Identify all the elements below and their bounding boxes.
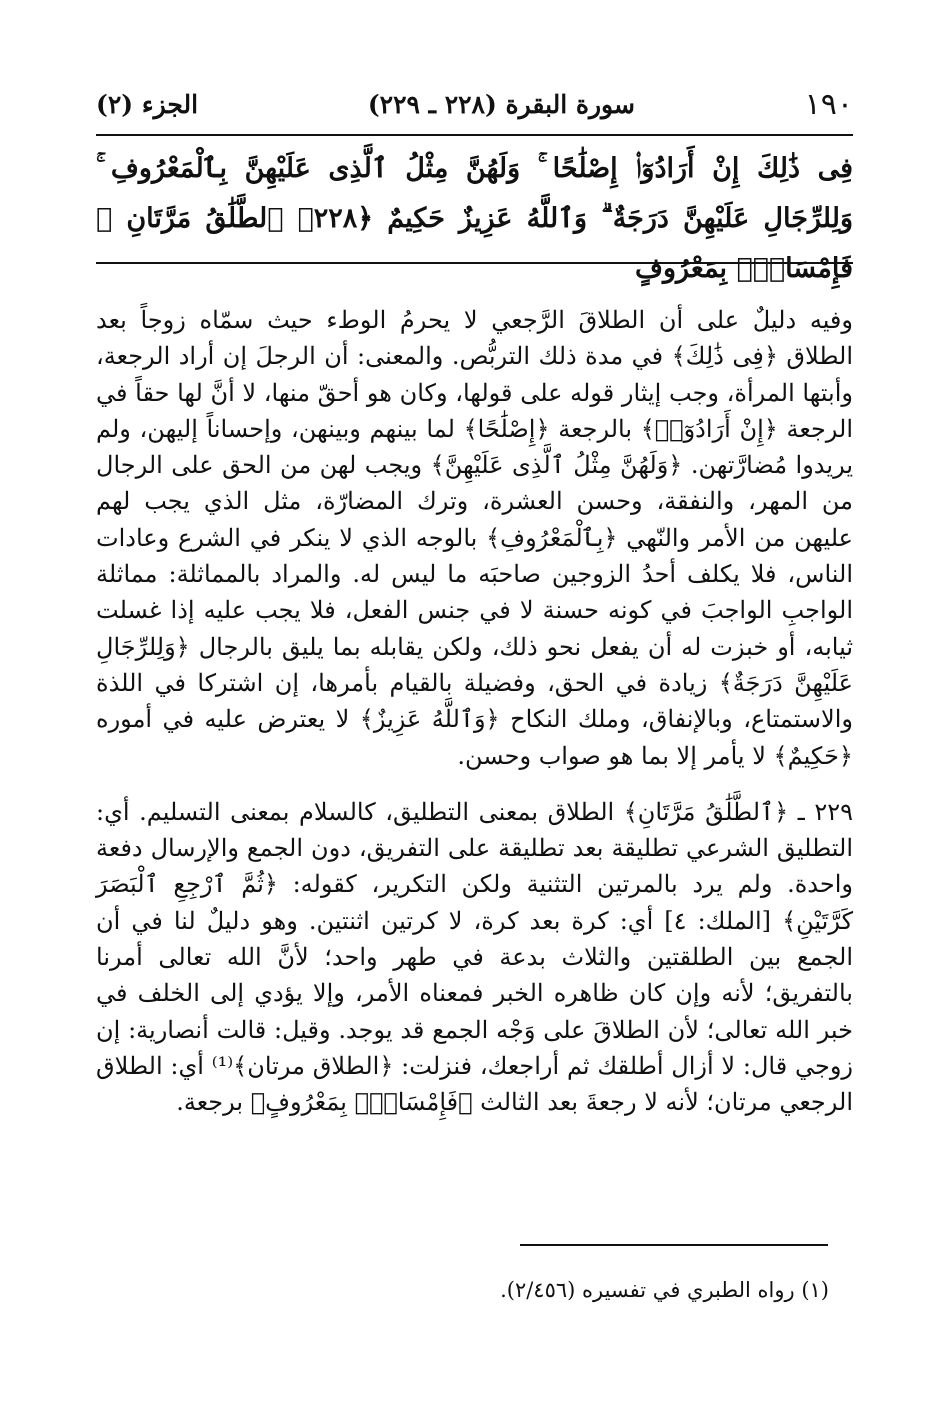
verse-rule xyxy=(96,262,853,264)
page-number: ١٩٠ xyxy=(804,86,853,122)
part-label: الجزء (٢) xyxy=(96,89,199,119)
footnote-rule xyxy=(520,1244,828,1246)
commentary-paragraph: وفيه دليلٌ على أن الطلاقَ الرَّجعي لا يحرمُ الوطء حيث سمّاه زوجاً بعد الطلاق ﴿فِى ذَٰلِكَ﴾ في مدة ذلك التربُّص. والمعنى: أن الرجلَ إن أراد الرجعة، وأبتها المرأة، وجب إيثار قوله على قولها، وكان هو أحقّ منها، لا أنَّ لها حقاً في الرجعة ﴿إِنْ أَرَادُوٓا۟﴾ بالرجعة ﴿إِصْلَٰحًا﴾ لما بينهم وبينهن، وإحساناً إليهن، ولم يريدوا مُضارَّتهن. ﴿وَلَهُنَّ مِثْلُ ٱلَّذِى عَلَيْهِنَّ﴾ ويجب لهن من الحق على الرجال من المهر، والنفقة، وحسن العشرة، وترك المضارّة، مثل الذي يجب لهم عليهن من الأمر والنّهي ﴿بِٱلْمَعْرُوفِ﴾ بالوجه الذي لا ينكر في الشرع وعادات الناس، فلا يكلف أحدُ الزوجين صاحبَه ما ليس له. والمراد بالمماثلة: مماثلة الواجبِ الواجبَ في كونه حسنة لا في جنس الفعل، فلا يجب عليه إذا غسلت ثيابه، أو خبزت له أن يفعل نحو ذلك، ولكن يقابله بما يليق بالرجال ﴿وَلِلرِّجَالِ عَلَيْهِنَّ دَرَجَةٌ﴾ زيادة في الحق، وفضيلة بالقيام بأمرها، إن اشتركا في اللذة والاستمتاع، وبالإنفاق، وملك النكاح ﴿وَٱللَّهُ عَزِيزٌ﴾ لا يعترض عليه في أموره ﴿حَكِيمٌ﴾ لا يأمر إلا بما هو صواب وحسن. xyxy=(96,306,854,770)
quran-verse: فِى ذَٰلِكَ إِنْ أَرَادُوٓا۟ إِصْلَٰحًا ۚ وَلَهُنَّ مِثْلُ ٱلَّذِى عَلَيْهِنَّ بِٱلْمَعْرُوفِ ۚ وَلِلرِّجَالِ عَلَيْهِنَّ دَرَجَةٌ ۗ وَٱللَّهُ عَزِيزٌ حَكِيمٌ ﴿٢٢٨﴾ ٱلطَّلَٰقُ مَرَّتَانِ ۖ فَإِمْسَاكٌۢ بِمَعْرُوفٍ xyxy=(96,153,853,284)
header-rule xyxy=(96,134,853,136)
commentary-paragraph: ٢٢٩ ـ ﴿ٱلطَّلَٰقُ مَرَّتَانِ﴾ الطلاق بمعنى التطليق، كالسلام بمعنى التسليم. أي: التطليق الشرعي تطليقة بعد تطليقة على التفريق، دون الجمع والإرسال دفعة واحدة. ولم يرد بالمرتين التثنية ولكن التكرير، كقوله: ﴿ثُمَّ ٱرْجِعِ ٱلْبَصَرَ كَرَّتَيْنِ﴾ [الملك: ٤] أي: كرة بعد كرة، لا كرتين اثنتين. وهو دليلٌ لنا في أن الجمع بين الطلقتين والثلاث بدعة في طهر واحد؛ لأنَّ الله تعالى أمرنا بالتفريق؛ لأنه وإن كان ظاهره الخبر فمعناه الأمر، وإلا يؤدي إلى الخلف في خبر الله تعالى؛ لأن الطلاقَ على وَجْه الجمع قد يوجد. وقيل: قالت أنصارية: إن زوجي قال: لا أزال أطلقك ثم أراجعك، فنزلت: ﴿الطلاق مرتان﴾⁽¹⁾ أي: الطلاق الرجعي مرتان؛ لأنه لا رجعةَ بعد الثالث ﴿فَإِمْسَاكٌۢ بِمَعْرُوفٍ﴾ برجعة. xyxy=(96,797,853,1117)
footnote: (١) رواه الطبري في تفسيره (٢/٤٥٦). xyxy=(500,1278,829,1302)
commentary-body xyxy=(96,302,853,1121)
surah-title: سورة البقرة (٢٢٨ ـ ٢٢٩) xyxy=(367,89,635,119)
page-header xyxy=(96,82,853,126)
